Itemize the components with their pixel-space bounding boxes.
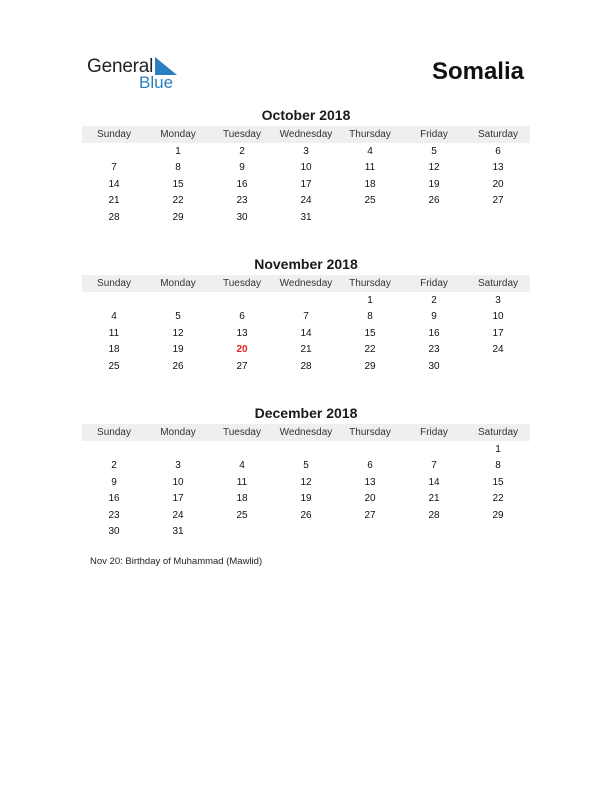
day-cell: 2 bbox=[239, 145, 245, 157]
day-cell: 20 bbox=[364, 493, 376, 504]
week-row bbox=[82, 210, 530, 227]
day-cell: 1 bbox=[495, 443, 501, 455]
day-cell: 19 bbox=[300, 493, 312, 504]
day-cell: 18 bbox=[364, 178, 376, 190]
weekday-label: Friday bbox=[420, 427, 448, 438]
day-cell: 21 bbox=[428, 493, 440, 504]
day-cell: 27 bbox=[492, 195, 504, 206]
weekday-label: Tuesday bbox=[223, 129, 261, 140]
day-cell: 27 bbox=[236, 360, 248, 372]
logo-text-general: General bbox=[87, 56, 154, 77]
day-cell: 11 bbox=[108, 327, 120, 339]
weekday-label: Thursday bbox=[349, 278, 391, 289]
day-cell: 6 bbox=[495, 145, 501, 157]
day-cell: 29 bbox=[364, 360, 376, 372]
day-cell bbox=[338, 524, 402, 541]
day-cell: 24 bbox=[492, 344, 504, 355]
weekday-label: Friday bbox=[420, 278, 448, 289]
day-cell bbox=[82, 442, 146, 459]
day-cell: 4 bbox=[239, 460, 245, 471]
day-cell: 10 bbox=[172, 476, 184, 488]
week-row bbox=[82, 342, 530, 359]
day-cell: 29 bbox=[172, 211, 184, 223]
day-cell bbox=[338, 210, 402, 227]
day-cell: 1 bbox=[175, 145, 181, 157]
day-cell bbox=[146, 293, 210, 310]
day-cell: 12 bbox=[428, 162, 440, 173]
day-cell: 14 bbox=[428, 476, 440, 488]
day-cell: 13 bbox=[236, 327, 248, 339]
week-row bbox=[82, 144, 530, 161]
day-cell: 28 bbox=[108, 211, 120, 223]
brand-logo bbox=[87, 56, 187, 92]
day-cell bbox=[402, 442, 466, 459]
week-row bbox=[82, 293, 530, 310]
week-row bbox=[82, 359, 530, 376]
weekday-label: Wednesday bbox=[279, 427, 333, 438]
day-cell: 18 bbox=[108, 344, 120, 355]
day-cell: 21 bbox=[300, 344, 312, 355]
day-cell: 30 bbox=[236, 211, 248, 223]
weekday-label: Thursday bbox=[349, 427, 391, 438]
day-cell: 22 bbox=[364, 344, 376, 355]
day-cell: 12 bbox=[300, 476, 312, 488]
day-cell: 8 bbox=[175, 162, 181, 173]
day-cell: 18 bbox=[236, 493, 248, 504]
week-row bbox=[82, 475, 530, 492]
day-cell: 22 bbox=[172, 195, 184, 206]
month-calendar-october bbox=[82, 106, 530, 226]
day-cell: 12 bbox=[172, 327, 184, 339]
day-cell: 5 bbox=[175, 311, 181, 322]
day-cell: 7 bbox=[303, 311, 309, 322]
day-cell: 23 bbox=[108, 509, 120, 521]
weekday-label: Monday bbox=[160, 129, 196, 140]
day-cell: 5 bbox=[303, 460, 309, 471]
day-cell: 24 bbox=[172, 509, 184, 521]
day-cell bbox=[466, 210, 530, 227]
day-cell: 29 bbox=[492, 509, 504, 521]
day-cell bbox=[210, 524, 274, 541]
week-row bbox=[82, 508, 530, 525]
day-cell: 8 bbox=[367, 311, 373, 322]
day-cell: 8 bbox=[495, 460, 501, 471]
day-cell: 4 bbox=[111, 311, 117, 322]
day-cell: 25 bbox=[108, 360, 120, 372]
day-cell: 16 bbox=[108, 493, 120, 504]
day-cell-holiday: 20 bbox=[236, 344, 248, 355]
day-cell: 26 bbox=[300, 509, 312, 521]
day-cell: 6 bbox=[239, 311, 245, 322]
day-cell: 20 bbox=[492, 178, 504, 190]
week-row bbox=[82, 458, 530, 475]
day-cell: 26 bbox=[428, 195, 440, 206]
week-row bbox=[82, 309, 530, 326]
weekday-header-row bbox=[82, 275, 530, 292]
week-row bbox=[82, 177, 530, 194]
weekday-header-row bbox=[82, 126, 530, 143]
week-row bbox=[82, 326, 530, 343]
weekday-label: Saturday bbox=[477, 427, 519, 438]
day-cell bbox=[274, 293, 338, 310]
day-cell: 7 bbox=[431, 460, 437, 471]
day-cell: 17 bbox=[300, 178, 312, 190]
day-cell: 9 bbox=[111, 476, 117, 488]
weekday-label: Saturday bbox=[477, 278, 519, 289]
day-cell: 30 bbox=[108, 526, 120, 537]
day-cell bbox=[82, 144, 146, 161]
day-cell: 10 bbox=[300, 162, 312, 173]
month-calendar-december bbox=[82, 404, 530, 541]
day-cell: 25 bbox=[364, 195, 376, 206]
day-cell: 16 bbox=[236, 178, 248, 190]
day-cell: 21 bbox=[108, 195, 120, 206]
week-row bbox=[82, 442, 530, 459]
weekday-label: Sunday bbox=[97, 129, 131, 140]
day-cell bbox=[210, 293, 274, 310]
day-cell: 7 bbox=[111, 162, 117, 173]
logo-text-blue: Blue bbox=[139, 73, 174, 92]
day-cell: 17 bbox=[172, 493, 184, 504]
day-cell: 16 bbox=[428, 327, 440, 339]
day-cell: 28 bbox=[428, 509, 440, 521]
day-cell: 2 bbox=[431, 294, 437, 306]
day-cell: 6 bbox=[367, 460, 373, 471]
weekday-label: Sunday bbox=[97, 278, 131, 289]
day-cell: 11 bbox=[364, 162, 376, 173]
weekday-label: Friday bbox=[420, 129, 448, 140]
weekday-label: Thursday bbox=[349, 129, 391, 140]
day-cell: 28 bbox=[300, 360, 312, 372]
day-cell: 9 bbox=[431, 311, 437, 322]
day-cell: 4 bbox=[367, 145, 373, 157]
month-title: October 2018 bbox=[261, 107, 351, 123]
weekday-label: Saturday bbox=[477, 129, 519, 140]
weekday-label: Wednesday bbox=[279, 278, 333, 289]
weekday-label: Wednesday bbox=[279, 129, 333, 140]
day-cell: 30 bbox=[428, 360, 440, 372]
weekday-label: Sunday bbox=[97, 427, 131, 438]
day-cell bbox=[402, 210, 466, 227]
week-row bbox=[82, 491, 530, 508]
day-cell: 15 bbox=[364, 327, 376, 339]
day-cell: 9 bbox=[239, 162, 245, 173]
day-cell: 23 bbox=[428, 344, 440, 355]
weeks-grid bbox=[82, 143, 530, 226]
day-cell: 11 bbox=[236, 476, 248, 488]
day-cell: 25 bbox=[236, 509, 248, 521]
day-cell bbox=[82, 293, 146, 310]
day-cell bbox=[338, 442, 402, 459]
month-title: November 2018 bbox=[254, 256, 358, 272]
weekday-label: Tuesday bbox=[223, 278, 261, 289]
day-cell: 13 bbox=[364, 476, 376, 488]
country-title: Somalia bbox=[431, 58, 524, 85]
holiday-note: Nov 20: Birthday of Muhammad (Mawlid) bbox=[90, 556, 263, 567]
day-cell: 5 bbox=[431, 145, 437, 157]
month-title: December 2018 bbox=[254, 405, 358, 421]
weekday-header-row bbox=[82, 424, 530, 441]
day-cell: 15 bbox=[492, 476, 504, 488]
day-cell: 31 bbox=[300, 211, 312, 223]
day-cell bbox=[274, 524, 338, 541]
weekday-label: Monday bbox=[160, 427, 196, 438]
day-cell: 2 bbox=[111, 460, 117, 471]
day-cell: 19 bbox=[428, 178, 440, 190]
day-cell: 27 bbox=[364, 509, 376, 521]
day-cell: 22 bbox=[492, 493, 504, 504]
day-cell bbox=[466, 524, 530, 541]
day-cell: 14 bbox=[108, 178, 120, 190]
day-cell: 23 bbox=[236, 195, 248, 206]
weeks-grid bbox=[82, 292, 530, 375]
week-row bbox=[82, 193, 530, 210]
day-cell: 14 bbox=[300, 327, 312, 339]
day-cell bbox=[274, 442, 338, 459]
week-row bbox=[82, 160, 530, 177]
day-cell: 13 bbox=[492, 162, 504, 173]
day-cell: 19 bbox=[172, 344, 184, 355]
day-cell: 3 bbox=[303, 145, 309, 157]
weeks-grid bbox=[82, 441, 530, 541]
day-cell: 24 bbox=[300, 195, 312, 206]
day-cell: 26 bbox=[172, 360, 184, 372]
month-calendar-november bbox=[82, 255, 530, 375]
day-cell: 17 bbox=[492, 327, 504, 339]
day-cell bbox=[466, 359, 530, 376]
day-cell: 3 bbox=[495, 294, 501, 306]
weekday-label: Monday bbox=[160, 278, 196, 289]
day-cell: 1 bbox=[367, 294, 373, 306]
day-cell: 10 bbox=[492, 311, 504, 322]
day-cell bbox=[146, 442, 210, 459]
day-cell bbox=[402, 524, 466, 541]
day-cell: 15 bbox=[172, 178, 184, 190]
day-cell: 3 bbox=[175, 460, 181, 471]
day-cell: 31 bbox=[172, 526, 184, 537]
weekday-label: Tuesday bbox=[223, 427, 261, 438]
day-cell bbox=[210, 442, 274, 459]
week-row bbox=[82, 524, 530, 541]
